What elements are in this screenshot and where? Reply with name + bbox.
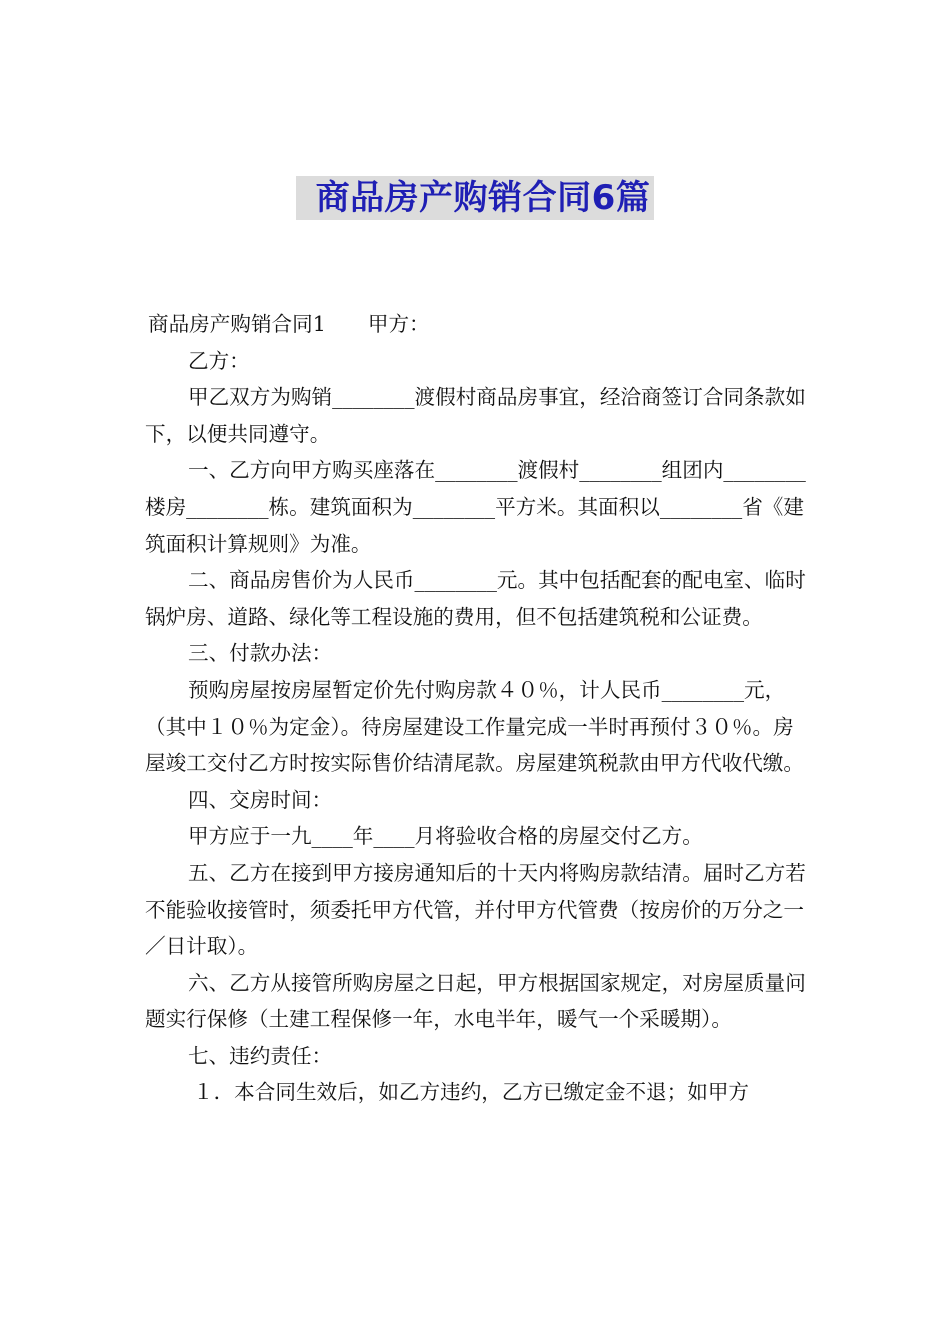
document-title: 商品房产购销合同6篇 [296, 176, 655, 220]
paragraph-party-b: 乙方： [188, 348, 250, 373]
paragraph-clause-1: 一、乙方向甲方购买座落在________渡假村________组团内________楼房________栋。建筑面积为________平方米。其面积以________省《建筑面积计算规则》为准。 [145, 458, 806, 556]
paragraph-clause-4-body: 甲方应于一九____年____月将验收合格的房屋交付乙方。 [188, 824, 703, 849]
contract-number-label: 商品房产购销合同1 [148, 312, 326, 336]
paragraph-intro: 甲乙双方为购销________渡假村商品房事宜，经洽商签订合同条款如下，以便共同遵守。 [145, 385, 806, 446]
document-body [145, 306, 807, 1111]
title-container [0, 176, 950, 220]
paragraph-clause-7-heading: 七、违约责任： [188, 1043, 333, 1068]
party-a-label: 甲方： [367, 312, 430, 336]
paragraph-clause-3-heading: 三、付款办法： [188, 641, 333, 666]
paragraph-clause-3-body: 预购房屋按房屋暂定价先付购房款４０％，计人民币________元，（其中１０％为定金）。待房屋建设工作量完成一半时再预付３０％。房屋竣工交付乙方时按实际售价结清尾款。房屋建筑税款由甲方代收代缴。 [145, 677, 804, 776]
paragraph-clause-5: 五、乙方在接到甲方接房通知后的十天内将购房款结清。届时乙方若不能验收接管时，须委托甲方代管，并付甲方代管费（按房价的万分之一／日计取）。 [145, 860, 806, 959]
paragraph-clause-6: 六、乙方从接管所购房屋之日起，甲方根据国家规定，对房屋质量问题实行保修（土建工程保修一年，水电半年，暖气一个采暖期）。 [145, 970, 806, 1032]
paragraph-clause-2: 二、商品房售价为人民币________元。其中包括配套的配电室、临时锅炉房、道路、绿化等工程设施的费用，但不包括建筑税和公证费。 [145, 568, 806, 629]
paragraph-clause-4-heading: 四、交房时间： [188, 787, 333, 812]
paragraph-clause-7-item-1: １．本合同生效后，如乙方违约，乙方已缴定金不退；如甲方 [193, 1080, 750, 1105]
paragraph-contract-header [145, 306, 807, 343]
